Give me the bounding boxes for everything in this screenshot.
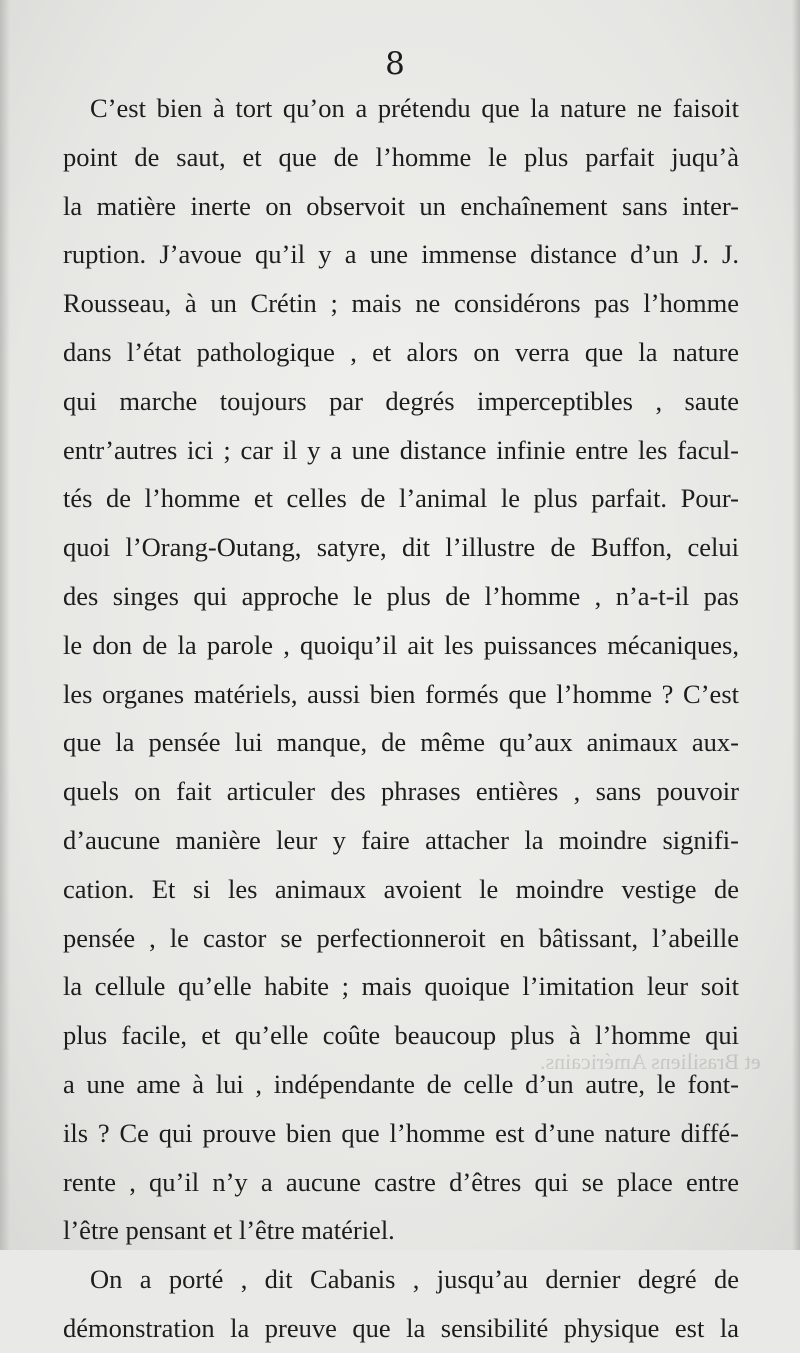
text-line: quoi l’Orang-Outang, satyre, dit l’illustre de Buffon, celui [63,532,739,563]
text-line: le don de la parole , quoiqu’il ait les puissances mécaniques, [63,629,739,660]
show-through-text: et Brasiliens Américains. [540,1049,761,1074]
text-line: entr’autres ici ; car il y a une distance infinie entre les facul- [63,434,739,465]
text-line: démonstration la preuve que la sensibilité physique est la [63,1312,739,1343]
page-number: 8 [385,46,405,82]
text-line: plus facile, et qu’elle coûte beaucoup plus à l’homme qui [63,1020,739,1051]
text-line: d’aucune manière leur y faire attacher la moindre signifi- [63,824,739,855]
text-line: des singes qui approche le plus de l’homme , n’a-t-il pas [63,580,739,611]
text-line: pensée , le castor se perfectionneroit en bâtissant, l’abeille [63,922,739,953]
text-line: qui marche toujours par degrés imperceptibles , saute [63,385,739,416]
text-line: point de saut, et que de l’homme le plus parfait juqu’à [63,141,739,172]
text-line: les organes matériels, aussi bien formés que l’homme ? C’est [63,678,739,709]
text-line: Rousseau, à un Crétin ; mais ne considérons pas l’homme [63,288,739,319]
text-line: la cellule qu’elle habite ; mais quoique l’imitation leur soit [63,971,739,1002]
text-line: l’être pensant et l’être matériel. [63,1215,395,1246]
text-line: la matière inerte on observoit un enchaînement sans inter- [63,190,739,221]
text-line: On a porté , dit Cabanis , jusqu’au dernier degré de [90,1264,739,1295]
text-line: dans l’état pathologique , et alors on verra que la nature [63,336,739,367]
body-text [63,84,739,1353]
text-line: a une ame à lui , indépendante de celle d’un autre, le font- [63,1068,739,1099]
text-line: tés de l’homme et celles de l’animal le plus parfait. Pour- [63,483,739,514]
text-line: cation. Et si les animaux avoient le moindre vestige de [63,873,739,904]
page-edge-shadow-left [0,0,10,1250]
text-line: que la pensée lui manque, de même qu’aux animaux aux- [63,727,739,758]
text-line: rente , qu’il n’y a aucune castre d’êtres qui se place entre [63,1166,739,1197]
page-edge-shadow-right [792,0,800,1250]
text-line: ils ? Ce qui prouve bien que l’homme est d’une nature diffé- [63,1117,739,1148]
text-line: ruption. J’avoue qu’il y a une immense distance d’un J. J. [63,239,739,270]
text-line: quels on fait articuler des phrases entières , sans pouvoir [63,776,739,807]
text-line: C’est bien à tort qu’on a prétendu que la nature ne faisoit [90,93,739,123]
